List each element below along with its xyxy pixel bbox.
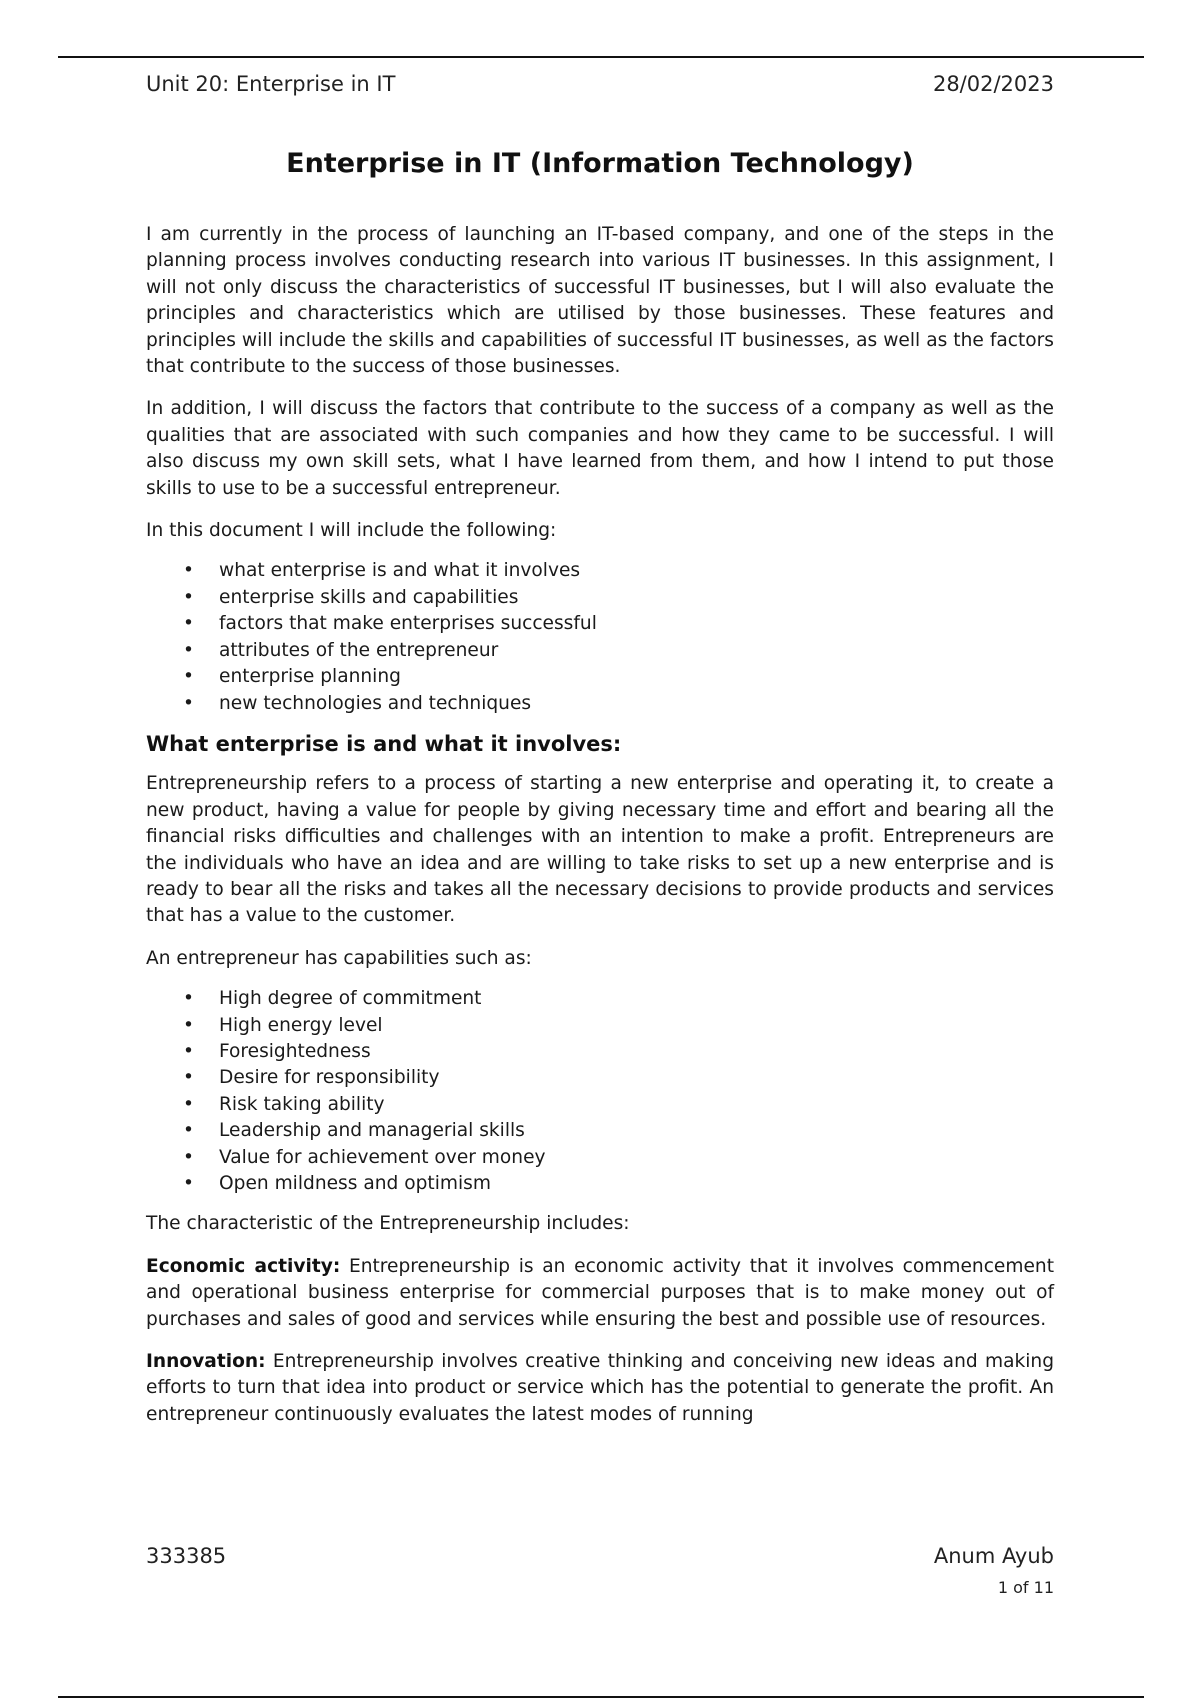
list-item: • attributes of the entrepreneur xyxy=(219,638,1054,664)
list-item: • enterprise planning xyxy=(219,664,1054,690)
term-text: Entrepreneurship involves creative thinking and conceiving new ideas and making efforts to turn that idea into product or service which has the potential to generate the profit. An entrepreneur continuously evaluates the latest modes of running xyxy=(146,1351,1054,1425)
document-body xyxy=(146,222,1054,1444)
body-paragraph: Entrepreneurship refers to a process of starting a new enterprise and operating it, to create a new product, having a value for people by giving necessary time and effort and bearing all the financial risks difficulties and challenges with an intention to make a profit. Entrepreneurs are the individuals who have an idea and are willing to take risks to set up a new enterprise and is ready to bear all the risks and takes all the necessary decisions to provide products and services that has a value to the customer. xyxy=(146,773,1054,927)
list-item: • High degree of commitment xyxy=(219,986,1054,1012)
term-label: Innovation: xyxy=(146,1351,266,1373)
header-date: 28/02/2023 xyxy=(932,72,1054,96)
author-name: Anum Ayub xyxy=(933,1544,1054,1568)
body-paragraph: The characteristic of the Entrepreneurship includes: xyxy=(146,1213,630,1235)
list-item: • Risk taking ability xyxy=(219,1092,1054,1118)
list-item: • Desire for responsibility xyxy=(219,1065,1054,1091)
intro-paragraph: In this document I will include the following: xyxy=(146,520,557,542)
capabilities-list xyxy=(146,986,1054,1197)
list-item: • factors that make enterprises successful xyxy=(219,611,1054,637)
document-title: Enterprise in IT (Information Technology) xyxy=(286,148,914,179)
list-item: • Foresightedness xyxy=(219,1039,1054,1065)
top-rule xyxy=(58,56,1144,58)
intro-paragraph: In addition, I will discuss the factors that contribute to the success of a company as well as the qualities that are associated with such companies and how they came to be successful. I will also discuss my own skill sets, what I have learned from them, and how I intend to put those skills to use to be a successful entrepreneur. xyxy=(146,398,1054,499)
list-item: • enterprise skills and capabilities xyxy=(219,585,1054,611)
contents-list xyxy=(146,558,1054,716)
body-paragraph: An entrepreneur has capabilities such as: xyxy=(146,947,532,969)
list-item: • Value for achievement over money xyxy=(219,1145,1054,1171)
list-item: • Open mildness and optimism xyxy=(219,1171,1054,1197)
intro-paragraph: I am currently in the process of launching an IT-based company, and one of the steps in the planning process involves conducting research into various IT businesses. In this assignment, I will not only discuss the characteristics of successful IT businesses, but I will also evaluate the principles and characteristics which are utilised by those businesses. These features and principles will include the skills and capabilities of successful IT businesses, as well as the factors that contribute to the success of those businesses. xyxy=(146,224,1054,378)
list-item: • High energy level xyxy=(219,1013,1054,1039)
list-item: • new technologies and techniques xyxy=(219,691,1054,717)
page-footer xyxy=(146,1544,1054,1568)
student-id: 333385 xyxy=(146,1544,227,1568)
list-item: • Leadership and managerial skills xyxy=(219,1118,1054,1144)
economic-activity-paragraph xyxy=(146,1254,1054,1333)
list-item: • what enterprise is and what it involves xyxy=(219,558,1054,584)
page-header xyxy=(146,72,1054,96)
bottom-rule xyxy=(58,1696,1144,1698)
unit-title: Unit 20: Enterprise in IT xyxy=(146,72,396,96)
innovation-paragraph xyxy=(146,1349,1054,1428)
term-label: Economic activity: xyxy=(146,1255,341,1277)
page-number: 1 of 11 xyxy=(997,1578,1054,1597)
section-heading: What enterprise is and what it involves: xyxy=(146,731,622,756)
term-text: Entrepreneurship is an economic activity that it involves commencement and operational business enterprise for commercial purposes that is to make money out of purchases and sales of good and services while ensuring the best and possible use of resources. xyxy=(146,1255,1054,1330)
